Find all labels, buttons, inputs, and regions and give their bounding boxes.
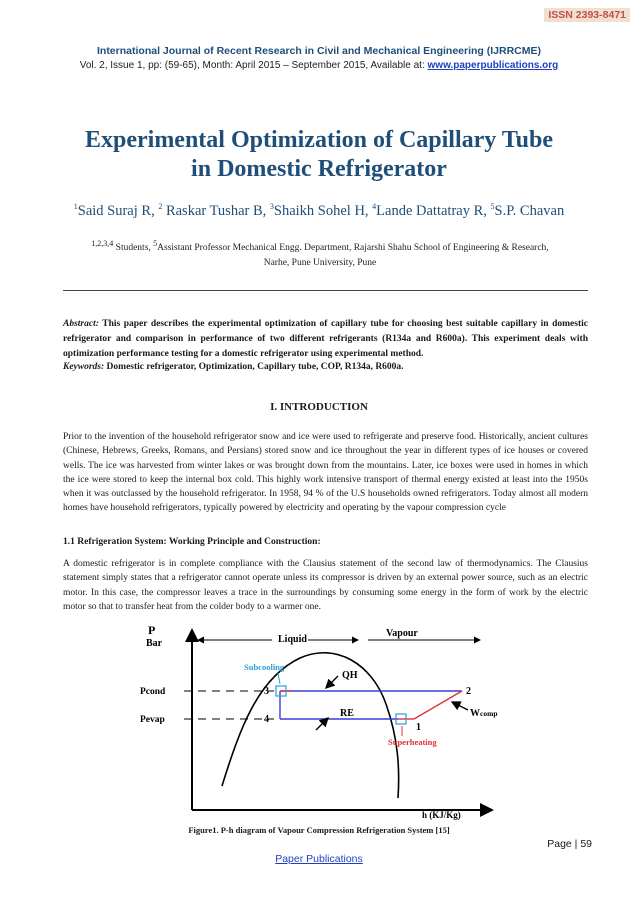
affiliation — [70, 236, 570, 271]
intro-paragraph: Prior to the invention of the household refrigerator snow and ice were used to refrigerate and preserve food. Historically, ancient cultures (Chinese, Hebrews, Greeks, Romans, and Persians) stored snow and ice throughout the year in different types of ice houses or covered wells. The ice was harvested from winter lakes or was brought down from the mountains. Later, ice boxes were used in homes in which the ice were stored to keep the internal box cold. This highly work intensive transport of thermal energy existed at least into the 1950s when it was outclassed by the household refrigerator. In 1958, 94 % of the U.S households owned refrigerators. Today almost all modern homes have household refrigerators, typically powered by electricity and operating by the vapour compression cycle — [63, 432, 588, 514]
re-arrow — [316, 718, 328, 730]
wcomp-main: W — [470, 708, 480, 719]
x-label: h (KJ/Kg) — [422, 810, 461, 820]
pcond-label: Pcond — [140, 687, 166, 697]
wcomp-label — [470, 708, 498, 719]
vapour-label: Vapour — [386, 628, 418, 639]
pevap-label: Pevap — [140, 715, 165, 725]
point-4: 4 — [264, 714, 269, 725]
volume-text: Vol. 2, Issue 1, pp: (59-65), Month: April 2015 – September 2015, Available at: — [79, 60, 428, 71]
keywords-label: Keywords: — [63, 362, 105, 372]
author-name: Raskar Tushar B, — [162, 202, 270, 219]
author-sup: 4 — [372, 202, 377, 211]
author-name: Lande Dattatray R, — [376, 202, 491, 219]
subsection-heading: 1.1 Refrigeration System: Working Principle and Construction: — [63, 537, 321, 547]
point-2: 2 — [466, 686, 471, 697]
qh-label: QH — [342, 670, 358, 681]
keywords — [63, 362, 588, 372]
abstract-label: Abstract: — [63, 319, 99, 329]
author-name: S.P. Chavan — [494, 202, 565, 219]
journal-website-link[interactable]: www.paperpublications.org — [427, 60, 559, 71]
affil-sup: 1,2,3,4 — [91, 239, 114, 248]
wcomp-sub: comp — [480, 709, 498, 718]
subcooling-pointer — [278, 673, 280, 684]
title-line-1: Experimental Optimization of Capillary Tube — [84, 127, 554, 153]
abstract-text: This paper describes the experimental optimization of capillary tube for choosing best suitable capillary in domestic refrigerator and comparison in performance of two different refrigerants (R134a and R600a). This experiment deals with optimization performance testing for a domestic refrigerator using experimental method. — [63, 319, 588, 359]
issn-badge: ISSN 2393-8471 — [544, 8, 630, 22]
author-name: Shaikh Sohel H, — [273, 202, 373, 219]
header-rule — [63, 290, 588, 291]
author-sup: 5 — [490, 202, 495, 211]
author-sup: 1 — [73, 202, 78, 211]
volume-info — [0, 60, 638, 71]
paper-title — [0, 126, 638, 184]
section-heading: I. INTRODUCTION — [270, 401, 368, 413]
liquid-label: Liquid — [278, 634, 307, 645]
subcooling-label: Subcooling — [244, 662, 285, 672]
qh-arrow — [326, 676, 338, 688]
wcomp-arrow — [452, 702, 468, 710]
publisher-link[interactable]: Paper Publications — [275, 853, 363, 865]
principle-paragraph: A domestic refrigerator is in complete compliance with the Clausius statement of the second law of thermodynamics. The Clausius statement simply states that a refrigerator cannot operate unless its compressor is driven by an external power source, such as an electric motor. In this case, the compressor leaves a trace in the surroundings by consuming some energy in the form of work by the electric motor so that to transfer heat from the colder body to a warmer one. — [63, 559, 588, 612]
affil-line-2: Narhe, Pune University, Pune — [263, 258, 377, 269]
ph-diagram — [140, 618, 510, 820]
compression-line — [414, 691, 462, 719]
figure-caption: Figure1. P-h diagram of Vapour Compression Refrigeration System [15] — [188, 825, 450, 835]
affil-sup: 5 — [153, 239, 158, 248]
title-line-2: in Domestic Refrigerator — [191, 156, 447, 182]
author-list — [0, 202, 638, 220]
superheating-label: Superheating — [388, 737, 437, 747]
keywords-text: Domestic refrigerator, Optimization, Capillary tube, COP, R134a, R600a. — [104, 362, 404, 372]
point-3: 3 — [264, 686, 269, 697]
affil-text: Assistant Professor Mechanical Engg. Department, Rajarshi Shahu School of Engineering & Research, — [157, 243, 549, 254]
y-label-top: P — [148, 623, 156, 637]
saturation-dome — [222, 653, 399, 798]
author-name: Said Suraj R, — [77, 202, 159, 219]
page-number: Page | 59 — [547, 838, 592, 850]
y-label-bottom: Bar — [146, 638, 163, 649]
affil-text: Students, — [113, 243, 154, 254]
point-1: 1 — [416, 722, 421, 733]
journal-name: International Journal of Recent Research in Civil and Mechanical Engineering (IJRRCME) — [96, 45, 541, 57]
abstract — [63, 317, 588, 362]
re-label: RE — [340, 708, 354, 719]
author-sup: 2 — [158, 202, 163, 211]
author-sup: 3 — [269, 202, 274, 211]
